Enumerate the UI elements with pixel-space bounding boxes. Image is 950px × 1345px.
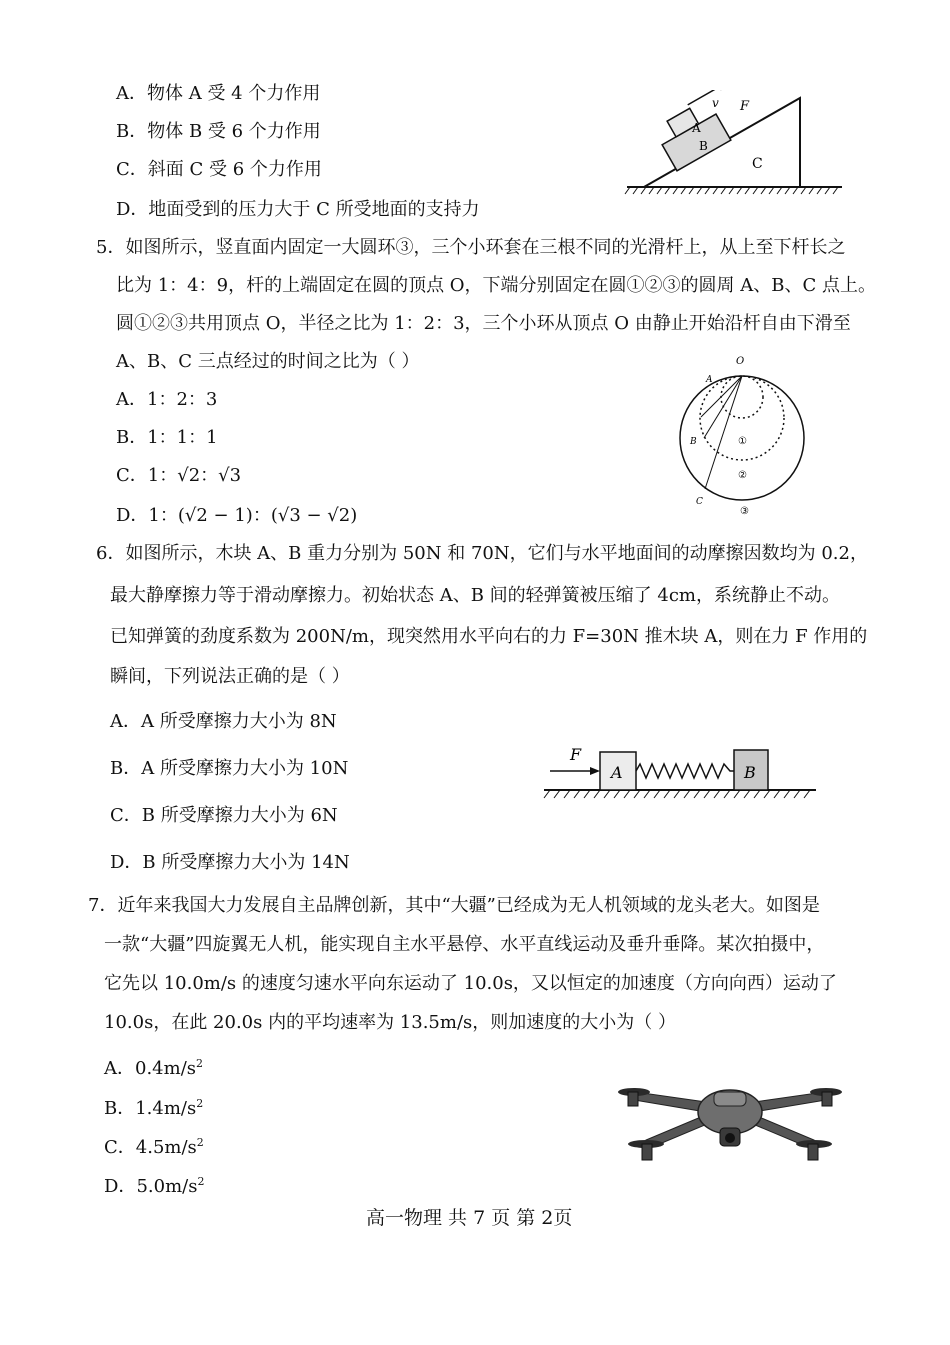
spring-figure	[540, 740, 822, 804]
label-c: C	[752, 156, 763, 172]
label-b-point: B	[690, 437, 697, 447]
circles-figure	[670, 352, 820, 520]
label-o: O	[736, 356, 745, 367]
drone-image	[616, 1052, 844, 1164]
label-c-point: C	[696, 497, 703, 507]
label-circle-3: ③	[740, 506, 749, 517]
q6-option-c: C．B 所受摩擦力大小为 6N	[110, 805, 338, 826]
q4-option-c: C．斜面 C 受 6 个力作用	[116, 159, 322, 180]
label-circle-2: ②	[738, 470, 747, 481]
q6-option-d: D．B 所受摩擦力大小为 14N	[110, 852, 350, 873]
circle-2	[700, 376, 784, 460]
incline-figure	[622, 90, 847, 200]
q7-option-a: A．$0.4m/s^2$	[104, 1057, 203, 1079]
force-arrow	[688, 90, 726, 105]
q7-option-c: C．$4.5m/s^2$	[104, 1136, 204, 1158]
q4-option-b: B．物体 B 受 6 个力作用	[116, 121, 321, 142]
q7-stem-line-3: 它先以 10.0m/s 的速度匀速水平向东运动了 10.0s，又以恒定的加速度（方向向西）运动了	[104, 973, 837, 994]
label-v: v	[712, 96, 719, 110]
label-a-point: A	[706, 375, 713, 385]
q6-option-a: A．A 所受摩擦力大小为 8N	[110, 711, 337, 732]
q4-option-a: A．物体 A 受 4 个力作用	[116, 83, 321, 104]
q5-stem-line-3: 圆①②③共用顶点 O，半径之比为 1：2：3，三个小环从顶点 O 由静止开始沿杆自由下滑至	[116, 313, 851, 334]
label-f: F	[570, 745, 582, 764]
rod-c	[705, 376, 742, 489]
q5-option-d: D．1：(√2 − 1)：(√3 − √2)	[116, 505, 358, 526]
q7-option-b: B．$1.4m/s^2$	[104, 1097, 204, 1119]
q5-option-b: B．1：1：1	[116, 427, 218, 448]
q4-option-d: D．地面受到的压力大于 C 所受地面的支持力	[116, 199, 480, 220]
q5-stem-line-1: 5．如图所示，竖直面内固定一大圆环③，三个小环套在三根不同的光滑杆上，从上至下杆长之	[96, 237, 846, 258]
q7-option-d: D．$5.0m/s^2$	[104, 1175, 205, 1197]
q6-option-b: B．A 所受摩擦力大小为 10N	[110, 758, 349, 779]
spring	[636, 764, 734, 778]
q5-stem-line-2: 比为 1：4：9，杆的上端固定在圆的顶点 O，下端分别固定在圆①②③的圆周 A、B、C 点上。	[116, 275, 876, 296]
q5-option-c: C．1：√2：√3	[116, 465, 242, 486]
label-b: B	[744, 763, 756, 782]
page-footer: 高一物理 共 7 页 第 2页	[366, 1207, 573, 1229]
q6-stem-line-3: 已知弹簧的劲度系数为 200N/m，现突然用水平向右的力 F=30N 推木块 A，则在力 F 作用的	[110, 626, 868, 647]
label-circle-1: ①	[738, 436, 747, 447]
q7-stem-line-4: 10.0s，在此 20.0s 内的平均速率为 13.5m/s，则加速度的大小为（ ）	[104, 1012, 676, 1033]
q5-option-a: A．1：2：3	[116, 389, 218, 410]
circle-1	[721, 376, 763, 418]
q7-stem-line-2: 一款“大疆”四旋翼无人机，能实现自主水平悬停、水平直线运动及垂升垂降。某次拍摄中，	[104, 934, 825, 955]
q7-stem-line-1: 7．近年来我国大力发展自主品牌创新，其中“大疆”已经成为无人机领域的龙头老大。如图是	[88, 895, 820, 916]
q6-stem-line-1: 6．如图所示，木块 A、B 重力分别为 50N 和 70N，它们与水平地面间的动摩擦因数均为 0.2，	[96, 543, 868, 564]
q5-stem-line-4: A、B、C 三点经过的时间之比为（ ）	[116, 351, 420, 372]
label-b: B	[699, 139, 708, 153]
q6-stem-line-2: 最大静摩擦力等于滑动摩擦力。初始状态 A、B 间的轻弹簧被压缩了 4cm，系统静止不动。	[110, 585, 840, 606]
q6-stem-line-4: 瞬间，下列说法正确的是（ ）	[110, 666, 350, 687]
label-f: F	[740, 99, 750, 114]
label-a: A	[611, 763, 623, 782]
label-a: A	[692, 121, 701, 135]
